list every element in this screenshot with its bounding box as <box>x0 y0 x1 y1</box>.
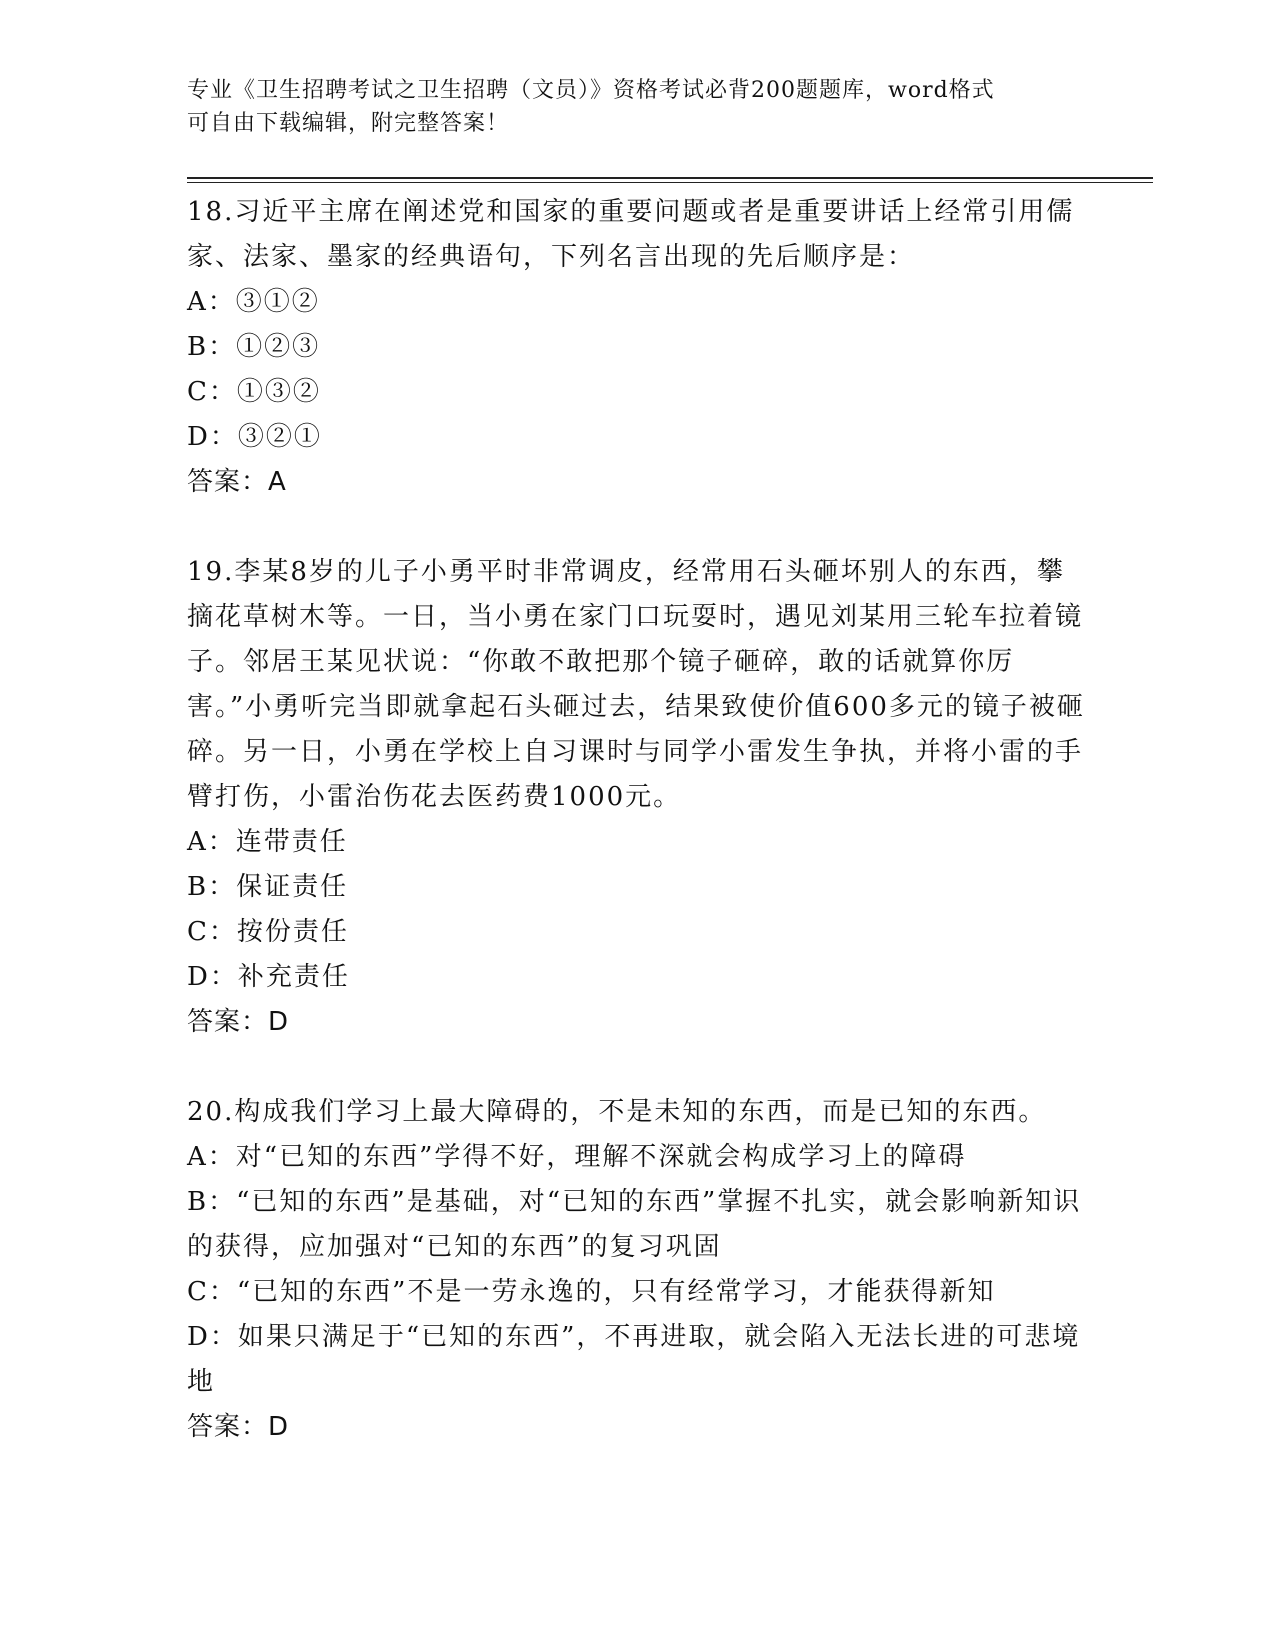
option-d: D：③②① <box>187 422 322 452</box>
option-a: A：③①② <box>187 287 320 317</box>
document-header <box>187 74 1067 140</box>
question-18 <box>187 190 1087 505</box>
header-line-2: 可自由下载编辑，附完整答案！ <box>187 111 510 136</box>
question-stem: 20.构成我们学习上最大障碍的，不是未知的东西，而是已知的东西。 <box>187 1097 1047 1127</box>
option-d: D：补充责任 <box>187 962 350 992</box>
option-b: B：“已知的东西”是基础，对“已知的东西”掌握不扎实，就会影响新知识的获得，应加强对“已知的东西”的复习巩固 <box>187 1187 1082 1262</box>
option-a: A：对“已知的东西”学得不好，理解不深就会构成学习上的障碍 <box>187 1142 967 1172</box>
question-19 <box>187 550 1087 1045</box>
answer-label: 答案：D <box>187 1412 290 1442</box>
answer-label: 答案：D <box>187 1007 290 1037</box>
option-c: C：“已知的东西”不是一劳永逸的，只有经常学习，才能获得新知 <box>187 1277 996 1307</box>
option-c: C：①③② <box>187 377 321 407</box>
option-b: B：保证责任 <box>187 872 349 902</box>
option-a: A：连带责任 <box>187 827 348 857</box>
question-stem: 19.李某8岁的儿子小勇平时非常调皮，经常用石头砸坏别人的东西，攀摘花草树木等。一日，当小勇在家门口玩耍时，遇见刘某用三轮车拉着镜子。邻居王某见状说：“你敢不敢把那个镜子砸碎，敢的话就算你厉害。”小勇听完当即就拿起石头砸过去，结果致使价值600多元的镜子被砸碎。另一日，小勇在学校上自习课时与同学小雷发生争执，并将小雷的手臂打伤，小雷治伤花去医药费1000元。 <box>187 557 1085 812</box>
question-20 <box>187 1090 1087 1450</box>
option-c: C：按份责任 <box>187 917 349 947</box>
option-d: D：如果只满足于“已知的东西”，不再进取，就会陷入无法长进的可悲境地 <box>187 1322 1081 1397</box>
header-line-1: 专业《卫生招聘考试之卫生招聘（文员）》资格考试必背200题题库，word格式 <box>187 78 995 103</box>
question-stem: 18.习近平主席在阐述党和国家的重要问题或者是重要讲话上经常引用儒家、法家、墨家的经典语句，下列名言出现的先后顺序是： <box>187 197 1075 272</box>
question-list <box>187 190 1087 1495</box>
answer-label: 答案：A <box>187 467 287 497</box>
header-divider-thin <box>187 182 1153 183</box>
option-b: B：①②③ <box>187 332 321 362</box>
header-divider-thick <box>187 177 1153 179</box>
